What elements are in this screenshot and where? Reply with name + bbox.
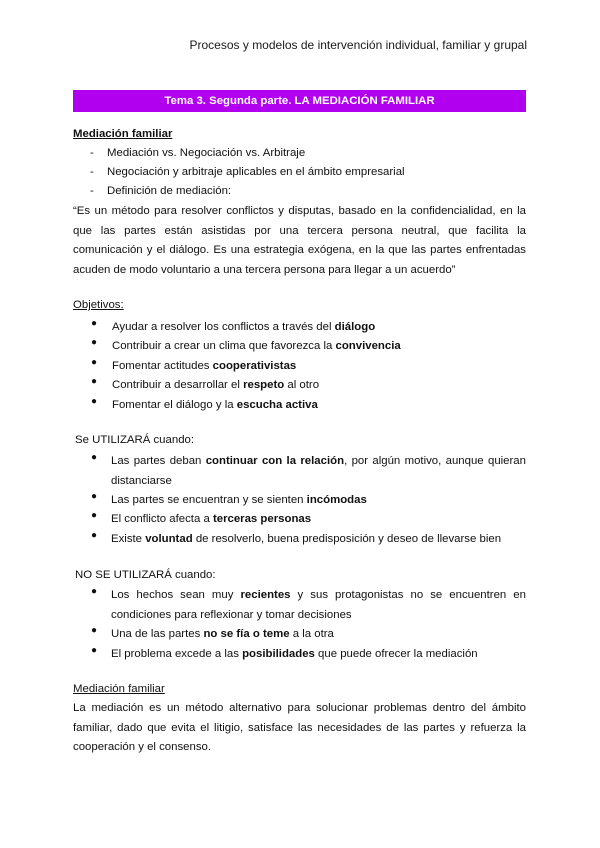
no-se-utilizara-heading: NO SE UTILIZARÁ cuando:	[75, 569, 216, 581]
objective-item	[91, 318, 526, 338]
bullet-icon: ●	[91, 452, 98, 463]
objective-item	[91, 357, 526, 377]
objective-item	[91, 376, 526, 396]
item-emphasis: continuar con la relación	[205, 455, 345, 467]
objective-item	[91, 337, 526, 357]
dash-marker: -	[90, 166, 94, 178]
item-text: Contribuir a desarrollar el	[112, 379, 244, 391]
bullet-icon: ●	[91, 357, 98, 368]
bullet-icon: ●	[91, 530, 98, 541]
item-emphasis: diálogo	[334, 321, 376, 333]
item-text: Las partes se encuentran y se sienten	[111, 494, 307, 506]
objective-item	[91, 396, 526, 416]
dash-list-item	[90, 185, 231, 197]
dash-list-item	[90, 147, 305, 159]
se-utilizara-heading: Se UTILIZARÁ cuando:	[75, 434, 195, 446]
item-text-tail: que puede ofrecer la mediación	[314, 648, 478, 660]
use-case-item	[91, 510, 526, 530]
item-text: Fomentar el diálogo y la	[112, 399, 237, 411]
item-text: Las partes deban	[111, 455, 206, 467]
dash-item-text: Negociación y arbitraje aplicables en el ámbito empresarial	[107, 166, 405, 178]
bullet-icon: ●	[91, 586, 98, 597]
running-header: Procesos y modelos de intervención individual, familiar y grupal	[189, 38, 527, 52]
bullet-icon: ●	[91, 625, 98, 636]
non-use-case-item	[91, 645, 526, 665]
item-text-tail: y sus protagonistas no se encuentren en condiciones para reflexionar y tomar decisiones	[111, 589, 526, 621]
item-text: Contribuir a crear un clima que favorezca la	[112, 340, 336, 352]
item-emphasis: terceras personas	[212, 513, 312, 525]
item-text-tail: de resolverlo, buena predisposición y deseo de llevarse bien	[192, 533, 502, 545]
non-use-case-item	[91, 586, 526, 625]
item-text: El problema excede a las	[111, 648, 243, 660]
dash-marker: -	[90, 147, 94, 159]
definition-quote: “Es un método para resolver conflictos y disputas, basado en la confidencialidad, en la que las partes están asistidas por una tercera persona neutral, que facilita la comunicación y el diálogo. Es una estrategia exógena, en la que las partes enfrentadas acuden de modo voluntario a una tercera persona para llegar a un acuerdo”	[73, 205, 526, 276]
item-text-tail: al otro	[284, 379, 320, 391]
item-emphasis: posibilidades	[242, 648, 315, 660]
dash-item-text: Mediación vs. Negociación vs. Arbitraje	[107, 147, 306, 159]
bullet-icon: ●	[91, 491, 98, 502]
item-emphasis: respeto	[243, 379, 285, 391]
use-case-item	[91, 491, 526, 511]
bullet-icon: ●	[91, 396, 98, 407]
item-text: Fomentar actitudes	[112, 360, 213, 372]
bullet-icon: ●	[91, 510, 98, 521]
item-text: Los hechos sean muy	[111, 589, 241, 601]
dash-item-text: Definición de mediación:	[107, 185, 232, 197]
dash-list-item	[90, 166, 405, 178]
topic-banner: Tema 3. Segunda parte. LA MEDIACIÓN FAMILIAR	[73, 90, 526, 112]
dash-marker: -	[90, 185, 94, 197]
item-text: Ayudar a resolver los conflictos a través del	[112, 321, 335, 333]
bullet-icon: ●	[91, 337, 98, 348]
section-heading-mediacion: Mediación familiar	[73, 128, 173, 140]
item-emphasis: incómodas	[306, 494, 367, 506]
item-emphasis: voluntad	[145, 533, 193, 545]
item-emphasis: cooperativistas	[212, 360, 297, 372]
bullet-icon: ●	[91, 376, 98, 387]
non-use-case-item	[91, 625, 526, 645]
section-heading-mediacion-2: Mediación familiar	[73, 683, 165, 695]
item-emphasis: convivencia	[335, 340, 401, 352]
item-emphasis: recientes	[240, 589, 291, 601]
item-text: El conflicto afecta a	[111, 513, 213, 525]
use-case-item	[91, 530, 526, 550]
item-text-tail: , por algún motivo, aunque quieran distanciarse	[111, 455, 526, 487]
item-text: Existe	[111, 533, 146, 545]
mediacion-description: La mediación es un método alternativo para solucionar problemas dentro del ámbito familiar, dado que evita el litigio, satisface las necesidades de las partes y refuerza la cooperación y el consenso.	[73, 702, 526, 753]
bullet-icon: ●	[91, 318, 98, 329]
item-emphasis: escucha activa	[236, 399, 318, 411]
use-case-item	[91, 452, 526, 491]
objetivos-heading: Objetivos:	[73, 299, 124, 311]
bullet-icon: ●	[91, 645, 98, 656]
item-emphasis: no se fía o teme	[203, 628, 290, 640]
item-text: Una de las partes	[111, 628, 204, 640]
item-text-tail: a la otra	[289, 628, 334, 640]
